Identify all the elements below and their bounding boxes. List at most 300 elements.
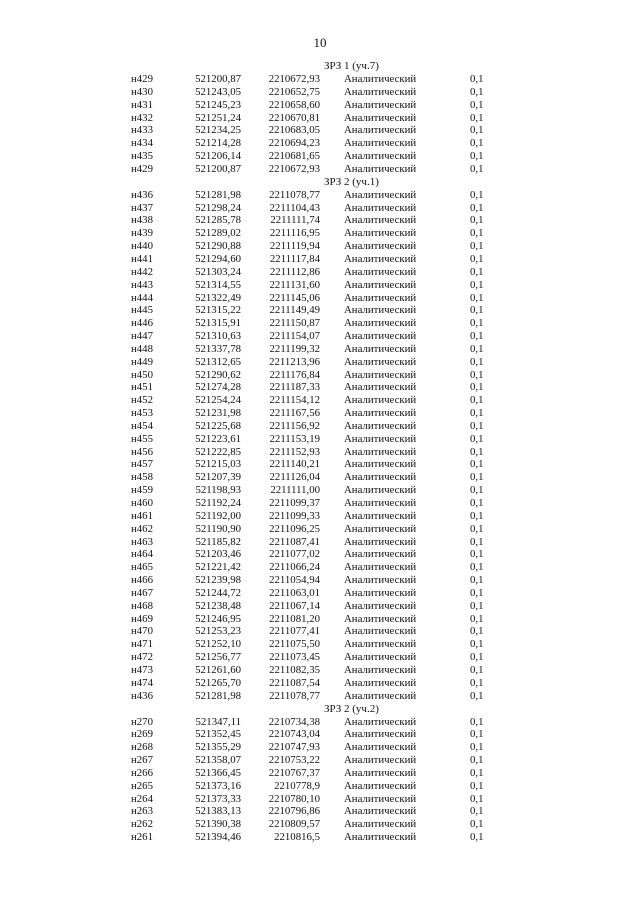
- accuracy-cell: 0,1: [470, 111, 484, 124]
- point-id: н266: [131, 766, 153, 779]
- point-id: н265: [131, 779, 153, 792]
- accuracy-cell: 0,1: [470, 535, 484, 548]
- y-coordinate: 2211067,14: [269, 599, 320, 612]
- point-id: н444: [131, 291, 153, 304]
- point-id: н470: [131, 625, 153, 638]
- accuracy-cell: 0,1: [470, 407, 484, 420]
- table-row: [0, 137, 640, 150]
- accuracy-cell: 0,1: [470, 548, 484, 561]
- table-row: [0, 664, 640, 677]
- accuracy-cell: 0,1: [470, 201, 484, 214]
- point-id: н473: [131, 663, 153, 676]
- y-coordinate: 2210658,60: [268, 98, 320, 111]
- table-row: [0, 510, 640, 523]
- accuracy-cell: 0,1: [470, 831, 484, 844]
- table-row: [0, 805, 640, 818]
- method-cell: Аналитический: [344, 150, 417, 163]
- point-id: н460: [131, 497, 153, 509]
- method-cell: Аналитический: [344, 124, 417, 137]
- point-id: н471: [131, 638, 153, 651]
- table-row: [0, 690, 640, 703]
- method-cell: Аналитический: [344, 651, 417, 664]
- y-coordinate: 2211078,77: [269, 689, 320, 702]
- accuracy-cell: 0,1: [470, 689, 484, 702]
- x-coordinate: 521206,14: [195, 150, 241, 163]
- x-coordinate: 521352,45: [195, 728, 241, 741]
- table-row: [0, 741, 640, 754]
- x-coordinate: 521347,11: [195, 715, 241, 728]
- point-id: н262: [131, 818, 153, 831]
- method-cell: Аналитический: [344, 304, 417, 317]
- x-coordinate: 521290,62: [195, 368, 241, 381]
- x-coordinate: 521190,90: [195, 522, 241, 535]
- x-coordinate: 521251,24: [195, 111, 241, 124]
- y-coordinate: 2210683,05: [268, 124, 320, 137]
- accuracy-cell: 0,1: [470, 715, 484, 728]
- point-id: н261: [131, 831, 153, 844]
- method-cell: Аналитический: [344, 355, 417, 368]
- x-coordinate: 521322,49: [195, 291, 241, 304]
- table-row: [0, 420, 640, 433]
- point-id: н469: [131, 612, 153, 625]
- method-cell: Аналитический: [344, 689, 417, 702]
- x-coordinate: 521185,82: [195, 535, 241, 548]
- y-coordinate: 2211119,94: [269, 240, 320, 253]
- section-title: ЗРЗ 2 (уч.2): [324, 702, 379, 715]
- x-coordinate: 521225,68: [195, 419, 241, 432]
- point-id: н451: [131, 381, 153, 394]
- y-coordinate: 2211117,84: [269, 252, 320, 265]
- point-id: н466: [131, 574, 153, 587]
- y-coordinate: 2211199,32: [269, 342, 320, 355]
- y-coordinate: 2210747,93: [268, 741, 320, 754]
- y-coordinate: 2211187,33: [269, 381, 320, 394]
- table-row: [0, 613, 640, 626]
- table-row: [0, 523, 640, 536]
- method-cell: Аналитический: [344, 201, 417, 214]
- accuracy-cell: 0,1: [470, 445, 484, 458]
- y-coordinate: 2211112,86: [269, 265, 320, 278]
- y-coordinate: 2210672,93: [268, 162, 320, 175]
- accuracy-cell: 0,1: [470, 766, 484, 779]
- x-coordinate: 521192,24: [195, 497, 241, 509]
- x-coordinate: 521390,38: [195, 818, 241, 831]
- method-cell: Аналитический: [344, 394, 417, 407]
- x-coordinate: 521366,45: [195, 766, 241, 779]
- x-coordinate: 521214,28: [195, 137, 241, 150]
- method-cell: Аналитический: [344, 98, 417, 111]
- accuracy-cell: 0,1: [470, 150, 484, 163]
- table-row: [0, 150, 640, 163]
- y-coordinate: 2211213,96: [269, 355, 320, 368]
- table-row: [0, 831, 640, 844]
- y-coordinate: 2211116,95: [269, 227, 320, 240]
- x-coordinate: 521245,23: [195, 98, 241, 111]
- y-coordinate: 2210809,57: [268, 818, 320, 831]
- accuracy-cell: 0,1: [470, 368, 484, 381]
- x-coordinate: 521337,78: [195, 342, 241, 355]
- method-cell: Аналитический: [344, 818, 417, 831]
- y-coordinate: 2210767,37: [268, 766, 320, 779]
- x-coordinate: 521285,78: [195, 214, 241, 227]
- accuracy-cell: 0,1: [470, 214, 484, 227]
- point-id: н452: [131, 394, 153, 407]
- y-coordinate: 2211156,92: [269, 419, 320, 432]
- x-coordinate: 521200,87: [195, 73, 241, 85]
- accuracy-cell: 0,1: [470, 586, 484, 599]
- method-cell: Аналитический: [344, 574, 417, 587]
- table-row: [0, 394, 640, 407]
- x-coordinate: 521215,03: [195, 458, 241, 471]
- table-row: [0, 73, 640, 86]
- table-row: [0, 124, 640, 137]
- y-coordinate: 2211104,43: [269, 201, 320, 214]
- accuracy-cell: 0,1: [470, 779, 484, 792]
- x-coordinate: 521222,85: [195, 445, 241, 458]
- accuracy-cell: 0,1: [470, 728, 484, 741]
- table-row: [0, 471, 640, 484]
- table-row: [0, 536, 640, 549]
- x-coordinate: 521207,39: [195, 471, 241, 484]
- point-id: н443: [131, 278, 153, 291]
- y-coordinate: 2211073,45: [269, 651, 320, 664]
- point-id: н445: [131, 304, 153, 317]
- accuracy-cell: 0,1: [470, 98, 484, 111]
- point-id: н453: [131, 407, 153, 420]
- accuracy-cell: 0,1: [470, 651, 484, 664]
- accuracy-cell: 0,1: [470, 625, 484, 638]
- accuracy-cell: 0,1: [470, 484, 484, 497]
- accuracy-cell: 0,1: [470, 471, 484, 484]
- accuracy-cell: 0,1: [470, 73, 484, 85]
- x-coordinate: 521231,98: [195, 407, 241, 420]
- point-id: н458: [131, 471, 153, 484]
- point-id: н435: [131, 150, 153, 163]
- table-row: [0, 266, 640, 279]
- x-coordinate: 521303,24: [195, 265, 241, 278]
- y-coordinate: 2211081,20: [269, 612, 320, 625]
- method-cell: Аналитический: [344, 535, 417, 548]
- point-id: н436: [131, 689, 153, 702]
- x-coordinate: 521261,60: [195, 663, 241, 676]
- y-coordinate: 2210796,86: [268, 805, 320, 818]
- x-coordinate: 521200,87: [195, 162, 241, 175]
- table-row: [0, 86, 640, 99]
- x-coordinate: 521253,23: [195, 625, 241, 638]
- point-id: н264: [131, 792, 153, 805]
- y-coordinate: 2211078,77: [269, 188, 320, 201]
- y-coordinate: 2211063,01: [269, 586, 320, 599]
- accuracy-cell: 0,1: [470, 805, 484, 818]
- accuracy-cell: 0,1: [470, 252, 484, 265]
- y-coordinate: 2211145,06: [269, 291, 320, 304]
- table-row: [0, 497, 640, 510]
- y-coordinate: 2211149,49: [269, 304, 320, 317]
- y-coordinate: 2211140,21: [269, 458, 320, 471]
- x-coordinate: 521256,77: [195, 651, 241, 664]
- table-row: [0, 793, 640, 806]
- method-cell: Аналитический: [344, 265, 417, 278]
- accuracy-cell: 0,1: [470, 561, 484, 574]
- x-coordinate: 521238,48: [195, 599, 241, 612]
- accuracy-cell: 0,1: [470, 162, 484, 175]
- point-id: н429: [131, 73, 153, 85]
- table-row: [0, 767, 640, 780]
- point-id: н437: [131, 201, 153, 214]
- point-id: н454: [131, 419, 153, 432]
- point-id: н429: [131, 162, 153, 175]
- method-cell: Аналитический: [344, 342, 417, 355]
- section-title: ЗРЗ 2 (уч.1): [324, 175, 379, 188]
- table-row: [0, 677, 640, 690]
- point-id: н433: [131, 124, 153, 137]
- point-id: н461: [131, 509, 153, 522]
- table-row: [0, 317, 640, 330]
- method-cell: Аналитический: [344, 779, 417, 792]
- method-cell: Аналитический: [344, 663, 417, 676]
- table-row: [0, 433, 640, 446]
- method-cell: Аналитический: [344, 728, 417, 741]
- accuracy-cell: 0,1: [470, 381, 484, 394]
- method-cell: Аналитический: [344, 586, 417, 599]
- point-id: н457: [131, 458, 153, 471]
- table-row: [0, 780, 640, 793]
- method-cell: Аналитический: [344, 73, 417, 85]
- x-coordinate: 521254,24: [195, 394, 241, 407]
- table-row: [0, 99, 640, 112]
- x-coordinate: 521203,46: [195, 548, 241, 561]
- point-id: н269: [131, 728, 153, 741]
- y-coordinate: 2211096,25: [269, 522, 320, 535]
- method-cell: Аналитический: [344, 291, 417, 304]
- table-row: [0, 381, 640, 394]
- accuracy-cell: 0,1: [470, 124, 484, 137]
- table-row: [0, 638, 640, 651]
- point-id: н431: [131, 98, 153, 111]
- table-row: [0, 716, 640, 729]
- point-id: н459: [131, 484, 153, 497]
- method-cell: Аналитический: [344, 278, 417, 291]
- y-coordinate: 2211075,50: [269, 638, 320, 651]
- y-coordinate: 2211167,56: [269, 407, 320, 420]
- y-coordinate: 2211154,12: [269, 394, 320, 407]
- y-coordinate: 2211111,00: [270, 484, 320, 497]
- point-id: н465: [131, 561, 153, 574]
- x-coordinate: 521239,98: [195, 574, 241, 587]
- table-row: [0, 446, 640, 459]
- accuracy-cell: 0,1: [470, 741, 484, 754]
- table-row: [0, 253, 640, 266]
- point-id: н434: [131, 137, 153, 150]
- y-coordinate: 2210780,10: [268, 792, 320, 805]
- accuracy-cell: 0,1: [470, 240, 484, 253]
- x-coordinate: 521281,98: [195, 689, 241, 702]
- table-row: [0, 548, 640, 561]
- point-id: н439: [131, 227, 153, 240]
- table-row: [0, 574, 640, 587]
- method-cell: Аналитический: [344, 471, 417, 484]
- accuracy-cell: 0,1: [470, 227, 484, 240]
- point-id: н455: [131, 432, 153, 445]
- table-row: [0, 112, 640, 125]
- method-cell: Аналитический: [344, 625, 417, 638]
- method-cell: Аналитический: [344, 676, 417, 689]
- accuracy-cell: 0,1: [470, 458, 484, 471]
- method-cell: Аналитический: [344, 548, 417, 561]
- x-coordinate: 521289,02: [195, 227, 241, 240]
- accuracy-cell: 0,1: [470, 432, 484, 445]
- x-coordinate: 521298,24: [195, 201, 241, 214]
- method-cell: Аналитический: [344, 792, 417, 805]
- y-coordinate: 2210672,93: [268, 73, 320, 85]
- method-cell: Аналитический: [344, 317, 417, 330]
- accuracy-cell: 0,1: [470, 497, 484, 509]
- x-coordinate: 521355,29: [195, 741, 241, 754]
- method-cell: Аналитический: [344, 330, 417, 343]
- y-coordinate: 2211077,41: [269, 625, 320, 638]
- x-coordinate: 521312,65: [195, 355, 241, 368]
- y-coordinate: 2211131,60: [269, 278, 320, 291]
- x-coordinate: 521315,22: [195, 304, 241, 317]
- point-id: н441: [131, 252, 153, 265]
- point-id: н430: [131, 85, 153, 98]
- point-id: н450: [131, 368, 153, 381]
- x-coordinate: 521373,16: [195, 779, 241, 792]
- method-cell: Аналитический: [344, 137, 417, 150]
- method-cell: Аналитический: [344, 522, 417, 535]
- point-id: н468: [131, 599, 153, 612]
- point-id: н263: [131, 805, 153, 818]
- accuracy-cell: 0,1: [470, 663, 484, 676]
- accuracy-cell: 0,1: [470, 754, 484, 767]
- table-row: [0, 240, 640, 253]
- x-coordinate: 521281,98: [195, 188, 241, 201]
- table-row: [0, 202, 640, 215]
- x-coordinate: 521294,60: [195, 252, 241, 265]
- method-cell: Аналитический: [344, 831, 417, 844]
- accuracy-cell: 0,1: [470, 818, 484, 831]
- method-cell: Аналитический: [344, 381, 417, 394]
- x-coordinate: 521314,55: [195, 278, 241, 291]
- x-coordinate: 521246,95: [195, 612, 241, 625]
- x-coordinate: 521223,61: [195, 432, 241, 445]
- point-id: н463: [131, 535, 153, 548]
- accuracy-cell: 0,1: [470, 509, 484, 522]
- y-coordinate: 2211087,41: [269, 535, 320, 548]
- accuracy-cell: 0,1: [470, 85, 484, 98]
- y-coordinate: 2210816,5: [274, 831, 320, 844]
- accuracy-cell: 0,1: [470, 265, 484, 278]
- y-coordinate: 2210694,23: [268, 137, 320, 150]
- method-cell: Аналитический: [344, 85, 417, 98]
- point-id: н267: [131, 754, 153, 767]
- point-id: н440: [131, 240, 153, 253]
- y-coordinate: 2211082,35: [269, 663, 320, 676]
- point-id: н432: [131, 111, 153, 124]
- accuracy-cell: 0,1: [470, 137, 484, 150]
- method-cell: Аналитический: [344, 484, 417, 497]
- y-coordinate: 2211126,04: [269, 471, 320, 484]
- table-row: [0, 227, 640, 240]
- accuracy-cell: 0,1: [470, 638, 484, 651]
- point-id: н456: [131, 445, 153, 458]
- point-id: н462: [131, 522, 153, 535]
- method-cell: Аналитический: [344, 599, 417, 612]
- accuracy-cell: 0,1: [470, 792, 484, 805]
- method-cell: Аналитический: [344, 188, 417, 201]
- x-coordinate: 521383,13: [195, 805, 241, 818]
- x-coordinate: 521198,93: [195, 484, 241, 497]
- y-coordinate: 2211111,74: [270, 214, 320, 227]
- point-id: н448: [131, 342, 153, 355]
- table-row: [0, 818, 640, 831]
- method-cell: Аналитический: [344, 111, 417, 124]
- y-coordinate: 2210734,38: [268, 715, 320, 728]
- y-coordinate: 2211066,24: [269, 561, 320, 574]
- x-coordinate: 521310,63: [195, 330, 241, 343]
- accuracy-cell: 0,1: [470, 304, 484, 317]
- method-cell: Аналитический: [344, 754, 417, 767]
- table-row: [0, 356, 640, 369]
- method-cell: Аналитический: [344, 419, 417, 432]
- accuracy-cell: 0,1: [470, 188, 484, 201]
- table-row: [0, 458, 640, 471]
- y-coordinate: 2211099,33: [269, 509, 320, 522]
- table-row: [0, 651, 640, 664]
- x-coordinate: 521252,10: [195, 638, 241, 651]
- point-id: н438: [131, 214, 153, 227]
- method-cell: Аналитический: [344, 227, 417, 240]
- y-coordinate: 2210681,65: [268, 150, 320, 163]
- accuracy-cell: 0,1: [470, 355, 484, 368]
- x-coordinate: 521274,28: [195, 381, 241, 394]
- y-coordinate: 2211077,02: [269, 548, 320, 561]
- point-id: н467: [131, 586, 153, 599]
- point-id: н464: [131, 548, 153, 561]
- method-cell: Аналитический: [344, 240, 417, 253]
- y-coordinate: 2210743,04: [268, 728, 320, 741]
- x-coordinate: 521373,33: [195, 792, 241, 805]
- table-row: [0, 484, 640, 497]
- point-id: н436: [131, 188, 153, 201]
- x-coordinate: 521192,00: [195, 509, 241, 522]
- method-cell: Аналитический: [344, 715, 417, 728]
- method-cell: Аналитический: [344, 432, 417, 445]
- table-row: [0, 343, 640, 356]
- method-cell: Аналитический: [344, 368, 417, 381]
- accuracy-cell: 0,1: [470, 522, 484, 535]
- section-title: ЗРЗ 1 (уч.7): [324, 60, 379, 72]
- table-row: [0, 304, 640, 317]
- table-row: [0, 279, 640, 292]
- accuracy-cell: 0,1: [470, 278, 484, 291]
- accuracy-cell: 0,1: [470, 291, 484, 304]
- y-coordinate: 2210670,81: [268, 111, 320, 124]
- y-coordinate: 2211150,87: [269, 317, 320, 330]
- method-cell: Аналитический: [344, 612, 417, 625]
- table-row: [0, 407, 640, 420]
- y-coordinate: 2211154,07: [269, 330, 320, 343]
- table-row: [0, 754, 640, 767]
- x-coordinate: 521315,91: [195, 317, 241, 330]
- accuracy-cell: 0,1: [470, 574, 484, 587]
- point-id: н442: [131, 265, 153, 278]
- y-coordinate: 2211087,54: [269, 676, 320, 689]
- method-cell: Аналитический: [344, 741, 417, 754]
- y-coordinate: 2211099,37: [269, 497, 320, 509]
- page-number: 10: [313, 35, 327, 50]
- x-coordinate: 521221,42: [195, 561, 241, 574]
